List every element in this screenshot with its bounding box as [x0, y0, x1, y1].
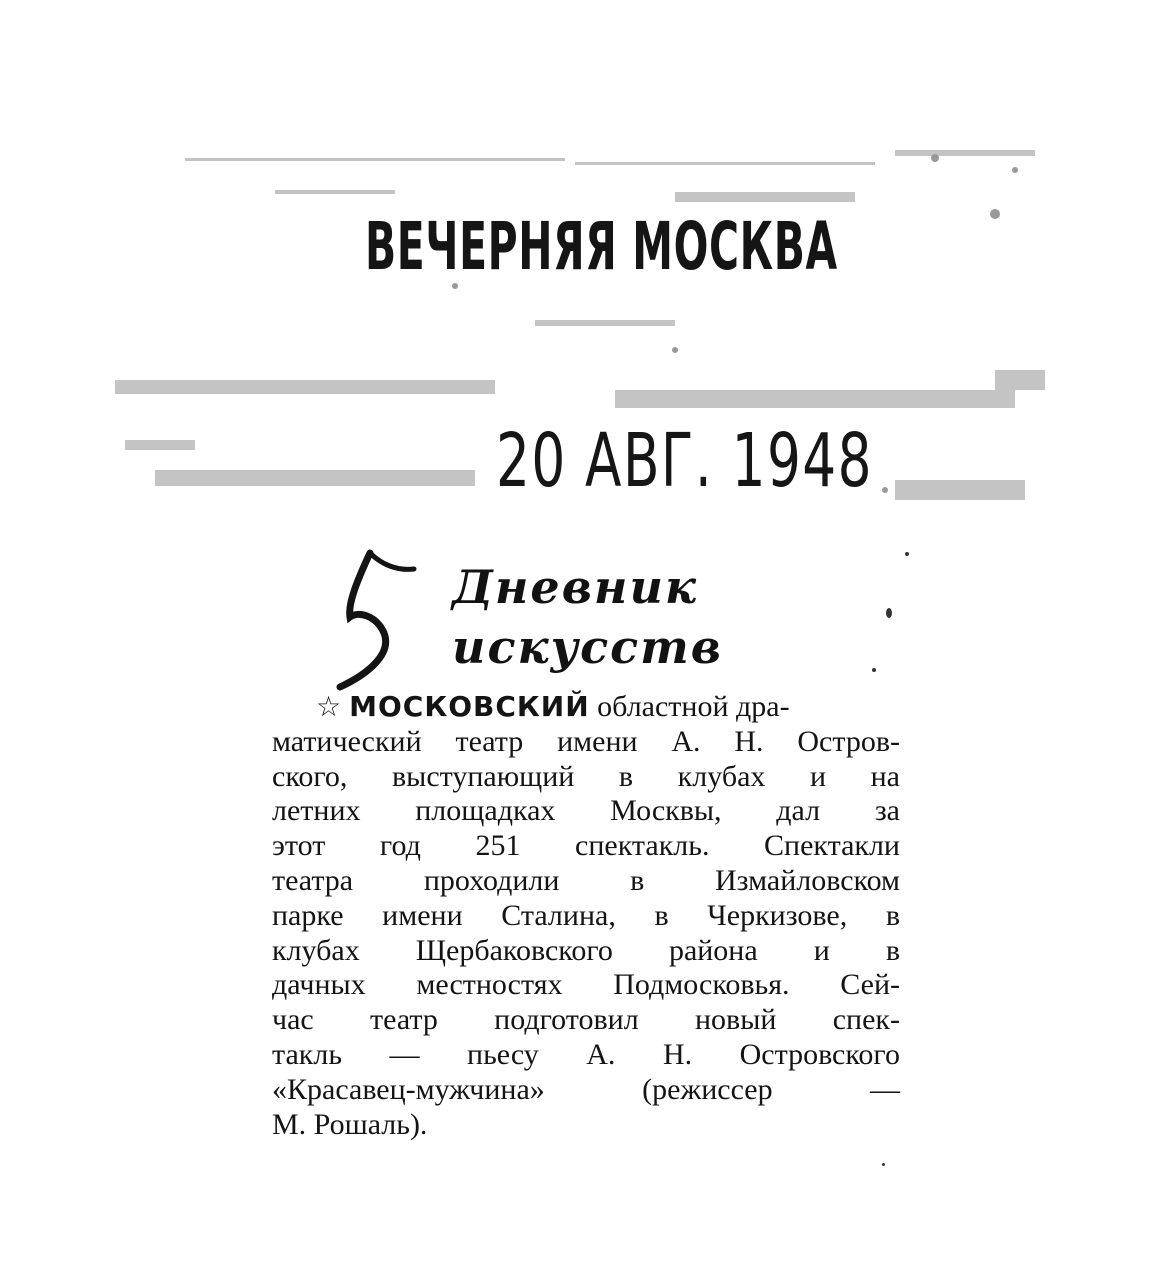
print-speck [905, 552, 909, 556]
date-stamp: 20 АВГ. 1948 [496, 418, 873, 504]
article-line: театра проходили в Измайловском [272, 863, 900, 897]
handwritten-number-value: 5 [330, 545, 331, 546]
handwritten-number [330, 545, 420, 695]
article-line: областной дра- [597, 690, 790, 723]
article-line: парке имени Сталина, в Черкизове, в [272, 898, 900, 932]
section-title-line1: Дневник [452, 560, 699, 614]
article-line: клубах Щербаковского района и в [272, 933, 900, 967]
article-first-line [272, 690, 900, 725]
article-lead-word: МОСКОВСКИЙ [349, 690, 590, 723]
article-line: дачных местностях Подмосковья. Сей- [272, 968, 900, 1002]
article-line: «Красавец-мужчина» (режиссер — [272, 1072, 900, 1106]
article-line: этот год 251 спектакль. Спектакли [272, 829, 900, 863]
article-line: матический театр имени А. Н. Остров- [272, 724, 900, 758]
newspaper-title: ВЕЧЕРНЯЯ МОСКВА [365, 208, 838, 285]
section-title-line2: искусств [452, 620, 723, 674]
article-line: такль — пьесу А. Н. Островского [272, 1037, 900, 1071]
print-speck [886, 608, 892, 618]
article-line: летних площадках Москвы, дал за [272, 794, 900, 828]
article-line: час театр подготовил новый спек- [272, 1003, 900, 1037]
star-icon: ☆ [316, 690, 342, 723]
print-speck [872, 668, 876, 672]
article-line: ского, выступающий в клубах и на [272, 759, 900, 793]
print-speck [882, 1163, 885, 1166]
article-line: М. Рошаль). [272, 1107, 428, 1141]
article-body [272, 690, 900, 1142]
